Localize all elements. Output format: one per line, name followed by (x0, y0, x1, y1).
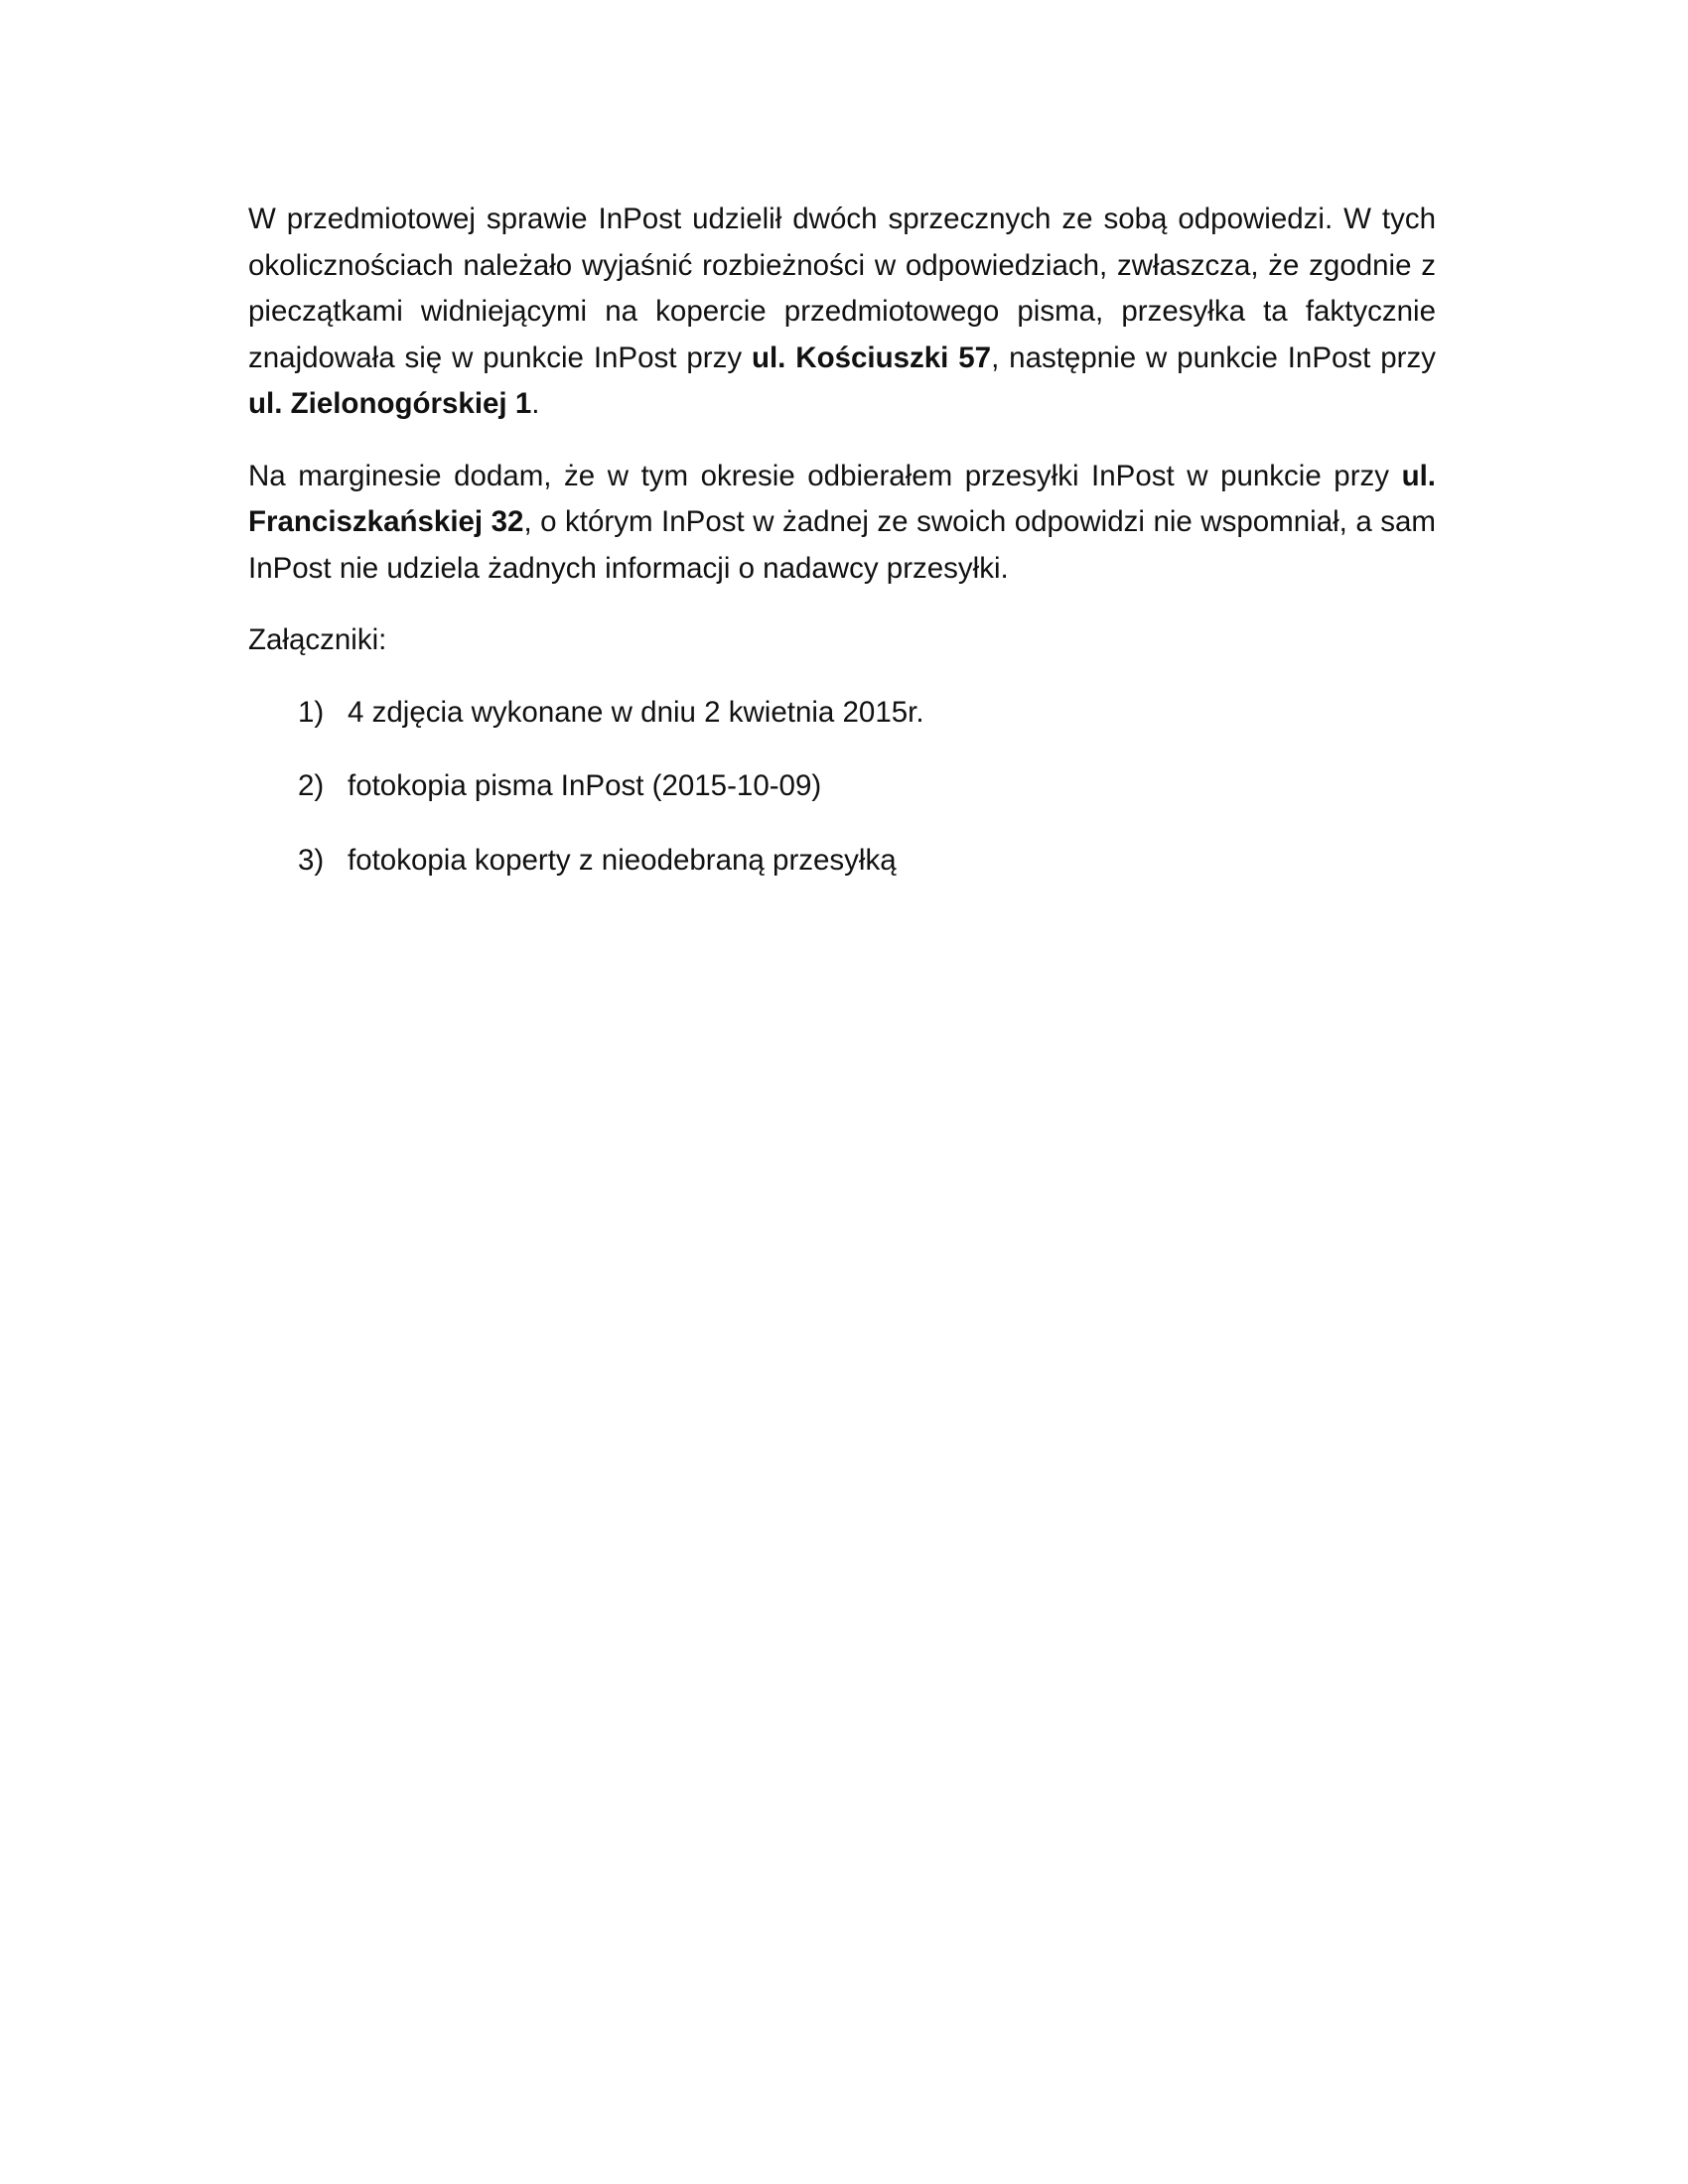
text-segment: , o którym InPost w żadnej ze swoich odpowidzi nie wspomniał, a sam InPost nie udziela żadnych informacji o nadawcy przesyłki. (248, 505, 1437, 585)
list-item-number: 2) (298, 769, 325, 802)
list-item (248, 838, 1436, 885)
list-item (248, 763, 1436, 810)
address-franciszkanska: ul. Franciszkańskiej 32 (248, 459, 1436, 538)
attachments-list (248, 690, 1436, 885)
list-item-number: 1) (298, 695, 325, 729)
paragraph-margin-note (248, 454, 1436, 593)
document-page (248, 197, 1436, 911)
attachments-label: Załączniki: (248, 623, 387, 656)
text-segment: , następnie w punkcie InPost przy (991, 341, 1436, 374)
list-item-number: 3) (298, 843, 325, 877)
text-segment: W przedmiotowej sprawie InPost udzielił dwóch sprzecznych ze sobą odpowiedzi. W tych okolicznościach należało wyjaśnić rozbieżności w odpowiedziach, zwłaszcza, że zgodnie z pieczątkami widniejącymi na kopercie przedmiotowego pisma, przesyłka ta faktycznie znajdowała się w punkcie InPost przy (248, 203, 1436, 374)
address-zielonogorska: ul. Zielonogórskiej 1 (248, 387, 532, 420)
text-segment: Na marginesie dodam, że w tym okresie odbierałem przesyłki InPost w punkcie przy (248, 459, 1402, 492)
list-item-text: fotokopia pisma InPost (2015-10-09) (348, 769, 822, 802)
list-item-text: fotokopia koperty z nieodebraną przesyłką (348, 843, 897, 877)
paragraph-inpost-responses (248, 197, 1436, 428)
address-kosciuszki: ul. Kościuszki 57 (751, 341, 992, 374)
list-item (248, 690, 1436, 737)
list-item-text: 4 zdjęcia wykonane w dniu 2 kwietnia 2015r. (348, 695, 924, 729)
text-segment: . (531, 387, 540, 420)
